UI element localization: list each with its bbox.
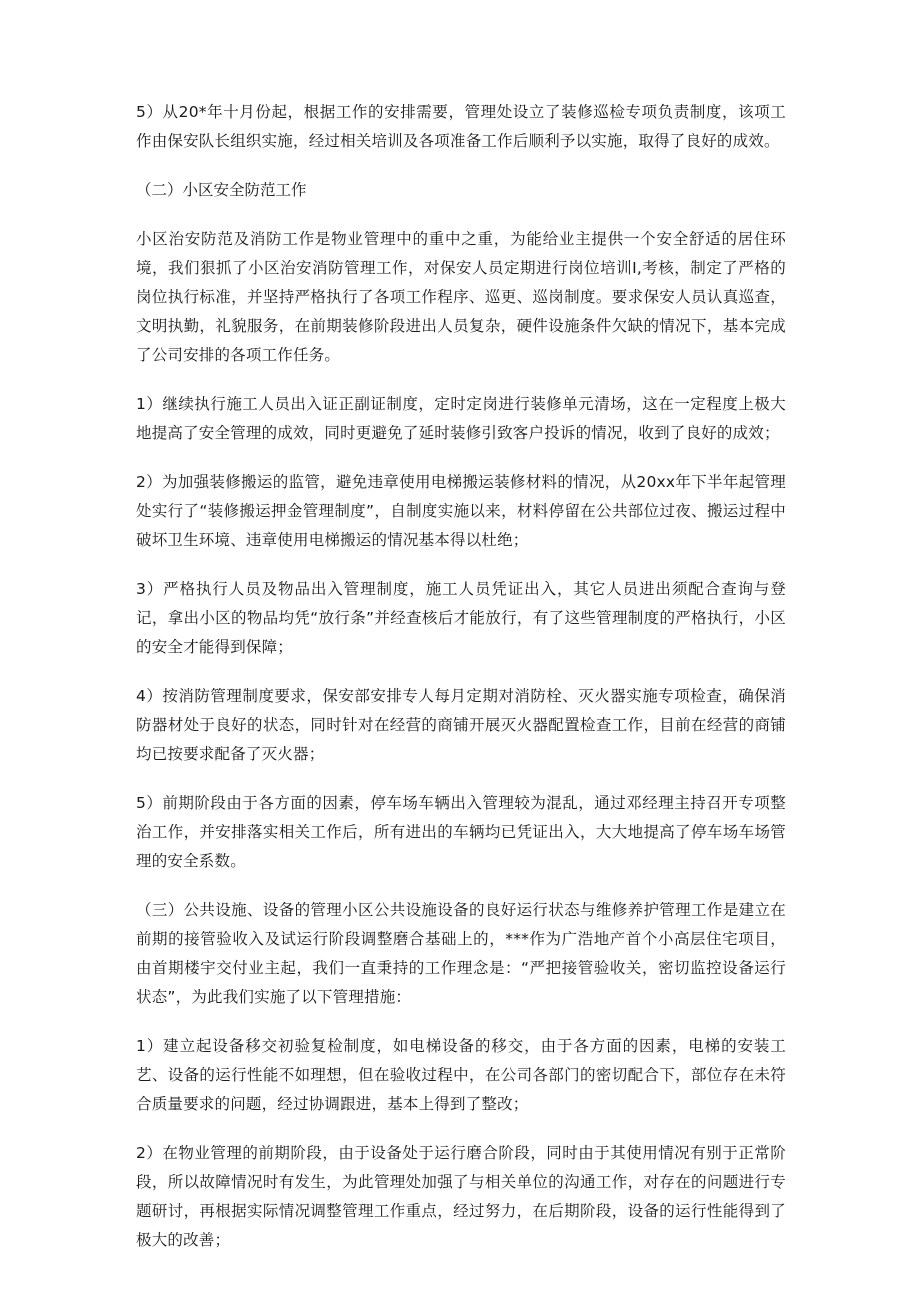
paragraph-facilities-intro: （三）公共设施、设备的管理小区公共设施设备的良好运行状态与维修养护管理工作是建立在前期的接管验收入及试运行阶段调整磨合基础上的，***作为广浩地产首个小高层住宅项目，由首期楼宇交付业主起，我们一直秉持的工作理念是：“严把接管验收关，密切监控设备运行状态”，为此我们实施了以下管理措施： (136, 901, 786, 1006)
paragraph-security-item5: 5）前期阶段由于各方面的因素，停车场车辆出入管理较为混乱，通过邓经理主持召开专项整治工作，并安排落实相关工作后，所有进出的车辆均已凭证出入，大大地提高了停车场车场管理的安全系数。 (136, 794, 786, 870)
paragraph-security-item1: 1）继续执行施工人员出入证正副证制度，定时定岗进行装修单元清场，这在一定程度上极大地提高了安全管理的成效，同时更避免了延时装修引致客户投诉的情况，收到了良好的成效； (136, 395, 786, 442)
paragraph-security-item2: 2）为加强装修搬运的监管，避免违章使用电梯搬运装修材料的情况，从20xx年下半年起管理处实行了“装修搬运押金管理制度”，自制度实施以来，材料停留在公共部位过夜、搬运过程中破坏卫生环境、违章使用电梯搬运的情况基本得以杜绝； (136, 473, 786, 549)
paragraph-security-item3: 3）严格执行人员及物品出入管理制度，施工人员凭证出入，其它人员进出须配合查询与登记，拿出小区的物品均凭“放行条”并经查核后才能放行，有了这些管理制度的严格执行，小区的安全才能得到保障； (136, 580, 786, 656)
paragraph-facilities-item1: 1）建立起设备移交初验复检制度，如电梯设备的移交，由于各方面的因素，电梯的安装工艺、设备的运行性能不如理想，但在验收过程中，在公司各部门的密切配合下，部位存在未符合质量要求的问题，经过协调跟进，基本上得到了整改； (136, 1037, 786, 1113)
section-heading-security: （二）小区安全防范工作 (136, 181, 307, 199)
paragraph-facilities-item2: 2）在物业管理的前期阶段，由于设备处于运行磨合阶段，同时由于其使用情况有别于正常阶段，所以故障情况时有发生，为此管理处加强了与相关单位的沟通工作，对存在的问题进行专题研讨，再根据实际情况调整管理工作重点，经过努力，在后期阶段，设备的运行性能得到了极大的改善； (136, 1144, 786, 1249)
paragraph-security-item4: 4）按消防管理制度要求，保安部安排专人每月定期对消防栓、灭火器实施专项检查，确保消防器材处于良好的状态，同时针对在经营的商铺开展灭火器配置检查工作，目前在经营的商铺均已按要求配备了灭火器； (136, 687, 786, 763)
document-page (136, 98, 786, 1275)
paragraph-security-intro: 小区治安防范及消防工作是物业管理中的重中之重，为能给业主提供一个安全舒适的居住环境，我们狠抓了小区治安消防管理工作，对保安人员定期进行岗位培训I,考核，制定了严格的岗位执行标准，并坚持严格执行了各项工作程序、巡更、巡岗制度。要求保安人员认真巡查，文明执勤，礼貌服务，在前期装修阶段进出人员复杂，硬件设施条件欠缺的情况下，基本完成了公司安排的各项工作任务。 (136, 230, 786, 364)
paragraph-item5-renovation-inspection: 5）从20*年十月份起，根据工作的安排需要，管理处设立了装修巡检专项负责制度，该项工作由保安队长组织实施，经过相关培训及各项准备工作后顺利予以实施，取得了良好的成效。 (136, 103, 786, 150)
